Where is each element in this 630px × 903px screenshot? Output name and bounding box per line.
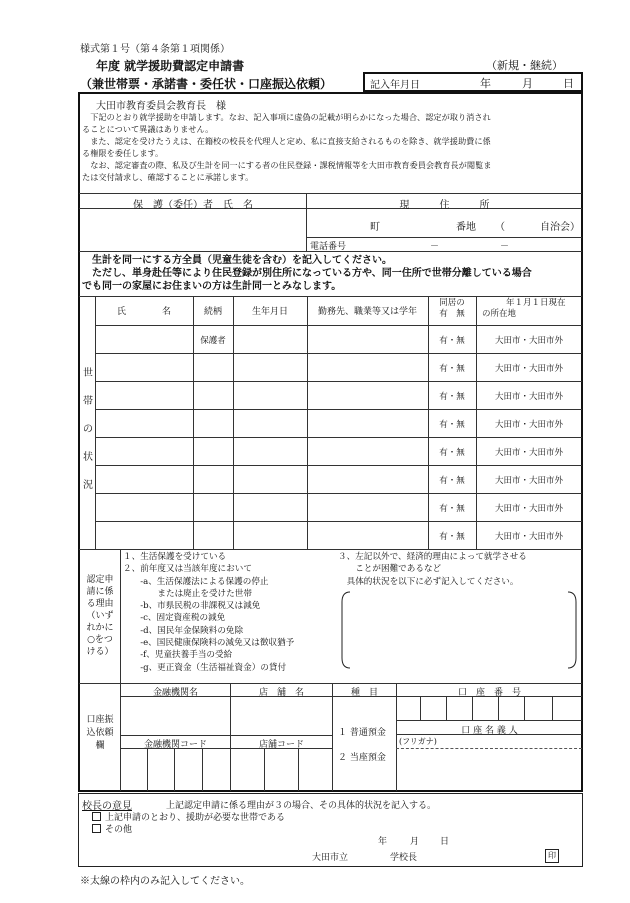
bank-holder-field[interactable] — [397, 749, 581, 790]
entry-date-month[interactable]: 月 — [522, 77, 533, 90]
bank-label-line: 欄 — [95, 741, 105, 751]
principal-frame — [78, 793, 583, 867]
bank-label-line: 口座振 — [86, 715, 114, 725]
reason-item[interactable]: -f、児童扶養手当の受給 — [123, 650, 233, 661]
reason-label-line: ○をつ — [87, 635, 113, 645]
seal-icon: 印 — [545, 849, 559, 863]
hh-cohab-choice[interactable]: 有・無 — [439, 476, 465, 486]
bank-furigana-label: (フリガナ) — [399, 737, 437, 746]
hh-address-choice[interactable]: 大田市・大田市外 — [494, 336, 563, 346]
bank-holder-label: 口 座 名 義 人 — [461, 726, 518, 736]
declaration-line: ることについて異議はありません。 — [82, 124, 214, 134]
reason-item[interactable]: -a、生活保護法による保護の停止 — [123, 576, 269, 587]
guardian-name-label: 保 護（委任）者 氏 名 — [133, 200, 253, 211]
entry-date-year[interactable]: 年 — [480, 77, 491, 90]
reason-item: ことが困難であるなど — [338, 564, 442, 575]
principal-date-day: 日 — [440, 837, 450, 847]
bank-acct-label: 口 座 番 号 — [457, 688, 521, 698]
declaration-line: る権限を委任します。 — [82, 148, 164, 158]
hh-address-choice[interactable]: 大田市・大田市外 — [494, 448, 563, 458]
reason-item: 具体的状況を以下に必ず記入してください。 — [338, 576, 519, 587]
household-side-label: 世 帯 の 状 況 — [83, 368, 93, 491]
bank-inst-code-label: 金融機関コード — [143, 740, 207, 750]
reason-item[interactable]: -b、市県民税の非課税又は減免 — [123, 601, 261, 612]
hh-address-choice[interactable]: 大田市・大田市外 — [494, 420, 563, 430]
new-continue-label: （新規・継続） — [486, 59, 563, 72]
hh-address-choice[interactable]: 大田市・大田市外 — [494, 504, 563, 514]
principal-school: 学校長 — [390, 853, 418, 863]
hh-header-cohab — [428, 298, 476, 320]
bank-ordinary-option[interactable]: １ 普通預金 — [338, 728, 386, 738]
hh-header-cohab-line2: 有 無 — [439, 309, 465, 319]
hh-relation[interactable]: 保護者 — [200, 336, 226, 346]
hh-header-work: 勤務先、職業等又は学年 — [317, 307, 417, 317]
bank-type-label: 種 目 — [350, 688, 378, 698]
hh-cohab-choice[interactable]: 有・無 — [439, 448, 465, 458]
principal-option-2-label: その他 — [105, 825, 133, 835]
reason-detail-brackets[interactable] — [340, 590, 578, 670]
bank-side-label — [80, 714, 120, 753]
bank-institution-label: 金融機関名 — [152, 688, 198, 698]
principal-desc: 上記認定申請に係る理由が３の場合、その具体的状況を記入する。 — [166, 801, 437, 811]
address-jichikai-open: （ — [495, 222, 505, 233]
reason-item[interactable]: ２、前年度又は当該年度において — [123, 564, 252, 575]
form-title: 年度 就学援助費認定申請書 — [96, 59, 245, 73]
bank-label-line: 込依頼 — [86, 728, 114, 738]
hh-address-choice[interactable]: 大田市・大田市外 — [494, 476, 563, 486]
phone-dash-2: － — [500, 242, 510, 252]
household-note-line: でも同一の家屋にお住まいの方は生計同一とみなします。 — [82, 281, 342, 292]
reason-item[interactable]: -g、更正資金（生活福祉資金）の貸付 — [123, 662, 287, 673]
reason-label-line: る理由 — [86, 599, 114, 609]
hh-header-name: 氏 名 — [116, 307, 171, 317]
address-banchi: 番地 — [456, 222, 476, 233]
household-note — [82, 254, 532, 293]
hh-cohab-choice[interactable]: 有・無 — [439, 420, 465, 430]
hh-header-addr-line2: の所在地 — [482, 309, 517, 319]
principal-date-month: 月 — [410, 837, 420, 847]
form-number: 様式第１号（第４条第１項関係） — [80, 44, 230, 55]
reason-label-line: ける） — [86, 647, 114, 657]
hh-cohab-choice[interactable]: 有・無 — [439, 364, 465, 374]
bank-current-option[interactable]: ２ 当座預金 — [338, 753, 386, 763]
declaration — [82, 111, 491, 183]
principal-option-1-label: 上記申請のとおり、援助が必要な世帯である — [105, 813, 286, 823]
bank-branch-label: 店 舗 名 — [258, 688, 304, 698]
hh-cohab-choice[interactable]: 有・無 — [439, 392, 465, 402]
reason-item[interactable]: ３、左記以外で、経済的理由によって就学させる — [338, 552, 527, 562]
hh-header-addr — [482, 298, 580, 320]
principal-date-year: 年 — [378, 837, 388, 847]
phone-dash-1: － — [430, 242, 440, 252]
reason-item[interactable]: -e、国民健康保険料の減免又は徴収猶予 — [123, 638, 295, 649]
household-note-line: ただし、単身赴任等により住民登録が別住所になっている方や、同一住所で世帯分離している場合 — [82, 268, 532, 279]
hh-address-choice[interactable]: 大田市・大田市外 — [494, 532, 563, 542]
reason-label-line: れかに — [86, 623, 114, 633]
reason-label-line: （いず — [86, 611, 114, 621]
household-note-line: 生計を同一にする方全員（児童生徒を含む）を記入してください。 — [92, 255, 392, 266]
entry-date-day[interactable]: 日 — [563, 77, 574, 90]
hh-address-choice[interactable]: 大田市・大田市外 — [494, 392, 563, 402]
declaration-line: たは交付請求し、確認することに承諾します。 — [82, 172, 254, 182]
reason-item[interactable]: -c、固定資産税の減免 — [123, 613, 226, 624]
addressee: 大田市教育委員会教育長 様 — [96, 101, 226, 112]
reason-item[interactable]: １、生活保護を受けている — [123, 552, 227, 562]
reason-label-line: 請に係 — [86, 587, 114, 597]
bank-branch-code-label: 店舗コード — [258, 740, 304, 750]
footer-note: ※太線の枠内のみ記入してください。 — [80, 876, 250, 887]
hh-header-relation: 続柄 — [203, 307, 222, 317]
principal-city: 大田市立 — [312, 853, 349, 863]
hh-header-cohab-line1: 同居の — [439, 298, 465, 308]
address-jichikai: 自治会） — [540, 222, 580, 233]
hh-cohab-choice[interactable]: 有・無 — [439, 336, 465, 346]
hh-cohab-choice[interactable]: 有・無 — [439, 532, 465, 542]
reasons-right[interactable] — [338, 551, 527, 588]
guardian-name-field[interactable] — [80, 209, 306, 251]
hh-cohab-choice[interactable]: 有・無 — [439, 504, 465, 514]
hh-header-birth: 生年月日 — [251, 307, 288, 317]
declaration-line: なお、認定審査の際、私及び生計を同一にする者の住民登録・課税情報等を大田市教育委員会教育長が閲覧ま — [82, 160, 492, 170]
declaration-line: また、認定を受けたうえは、在籍校の校長を代理人と定め、私に直接支給されるものを除き、就学援助費に係 — [82, 136, 491, 146]
reason-label-line: 認定申 — [86, 575, 114, 585]
reason-item[interactable]: -d、国民年金保険料の免除 — [123, 625, 244, 636]
entry-date-label: 記入年月日 — [370, 80, 420, 91]
declaration-line: 下記のとおり就学援助を申請します。なお、記入事項に虚偽の記載が明らかになった場合、認定が取り消され — [82, 112, 491, 122]
hh-header-addr-line1: 年１月１日現在 — [506, 298, 566, 308]
reason-item: または廃止を受けた世帯 — [123, 588, 252, 599]
reason-side-label — [80, 574, 120, 658]
principal-title: 校長の意見 — [82, 801, 132, 812]
guardian-address-label: 現 住 所 — [399, 200, 490, 211]
hh-address-choice[interactable]: 大田市・大田市外 — [494, 364, 563, 374]
reasons-left[interactable] — [123, 551, 294, 674]
address-town: 町 — [370, 222, 380, 233]
phone-label: 電話番号 — [310, 242, 347, 252]
form-subtitle: （兼世帯票・承諾書・委任状・口座振込依頼） — [80, 77, 333, 91]
